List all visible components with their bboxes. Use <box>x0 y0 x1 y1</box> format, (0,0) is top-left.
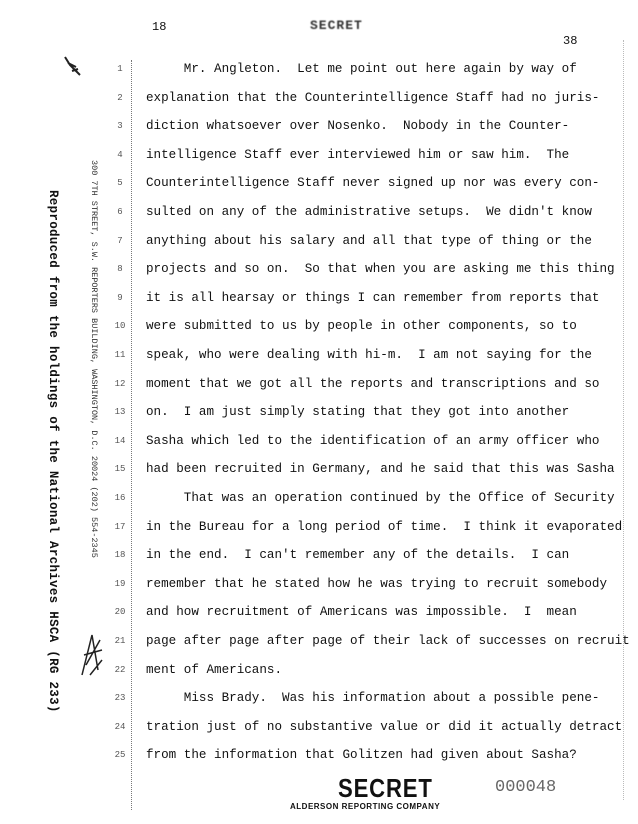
transcript-line: tration just of no substantive value or did it actually detract <box>146 719 623 734</box>
transcript-line: Counterintelligence Staff never signed up nor was every con- <box>146 176 600 191</box>
line-number: 17 <box>114 521 126 532</box>
line-number: 9 <box>117 292 123 303</box>
line-number: 2 <box>117 92 123 103</box>
line-number: 11 <box>114 350 126 360</box>
line-number: 25 <box>114 750 126 761</box>
transcript-line: anything about his salary and all that type of thing or the <box>146 233 592 248</box>
transcript-line: were submitted to us by people in other components, so to <box>146 319 577 334</box>
document-number: 000048 <box>495 778 557 797</box>
page-number: 38 <box>563 34 578 48</box>
line-number: 6 <box>117 207 123 217</box>
classification-stamp: SECRET <box>310 18 363 33</box>
transcript-line: That was an operation continued by the Office of Security <box>146 491 615 505</box>
line-number: 3 <box>117 121 123 132</box>
transcript-line: in the Bureau for a long period of time. I think it evaporated <box>146 519 623 534</box>
transcript-line: explanation that the Counterintelligence Staff had no juris- <box>146 90 600 105</box>
transcript-line: Sasha which led to the identification of an army officer who <box>146 433 600 448</box>
transcript-line: sulted on any of the administrative setups. We didn't know <box>146 205 592 219</box>
transcript-line: Miss Brady. Was his information about a possible pene- <box>146 691 600 706</box>
line-number: 10 <box>114 321 126 332</box>
transcript-line: intelligence Staff ever interviewed him or saw him. The <box>146 147 570 162</box>
line-number: 15 <box>114 464 126 475</box>
line-number: 13 <box>114 407 126 418</box>
transcript-line: speak, who were dealing with hi-m. I am not saying for the <box>146 348 592 362</box>
transcript-line: it is all hearsay or things I can remember from reports that <box>146 290 600 305</box>
transcript-line: diction whatsoever over Nosenko. Nobody in the Counter- <box>146 119 570 134</box>
line-number: 1 <box>117 64 123 74</box>
transcript-line: remember that he stated how he was trying to recruit somebody <box>146 576 608 591</box>
line-number: 21 <box>114 636 126 646</box>
line-number: 22 <box>114 664 126 675</box>
left-page-number: 18 <box>152 20 167 34</box>
handwritten-mark <box>62 55 82 77</box>
transcript-line: Mr. Angleton. Let me point out here again by way of <box>146 62 577 76</box>
line-number: 7 <box>117 235 123 246</box>
line-number: 5 <box>117 178 123 189</box>
transcript-line: page after page after page of their lack of successes on recruit <box>146 634 630 648</box>
handwritten-initials <box>78 630 106 680</box>
line-number: 4 <box>117 149 123 160</box>
line-number: 23 <box>114 693 126 704</box>
archive-note: Reproduced from the holdings of the National Archives HSCA (RG 233) <box>46 190 60 713</box>
secret-stamp: SECRET <box>338 773 433 803</box>
right-margin-rule <box>623 40 624 800</box>
transcript-line: from the information that Golitzen had given about Sasha? <box>146 748 577 763</box>
reporting-company: ALDERSON REPORTING COMPANY <box>290 802 441 811</box>
transcript-line: in the end. I can't remember any of the details. I can <box>146 548 570 563</box>
transcript-line: on. I am just simply stating that they got into another <box>146 405 570 420</box>
margin-rule <box>131 60 132 810</box>
line-number: 8 <box>117 264 123 275</box>
line-number: 14 <box>114 435 126 446</box>
transcript-line: ment of Americans. <box>146 662 283 677</box>
transcript-line: and how recruitment of Americans was impossible. I mean <box>146 605 577 620</box>
transcript-line: had been recruited in Germany, and he said that this was Sasha <box>146 462 615 477</box>
line-number: 12 <box>114 378 126 389</box>
line-number: 16 <box>114 493 126 503</box>
transcript-line: moment that we got all the reports and transcriptions and so <box>146 376 600 391</box>
line-number: 20 <box>114 607 126 618</box>
transcript-line: projects and so on. So that when you are asking me this thing <box>146 262 615 277</box>
reporter-address: 300 7TH STREET, S.W. REPORTERS BUILDING, WASHINGTON, D.C. 20024 (202) 554-2345 <box>89 160 99 558</box>
line-number: 18 <box>114 550 126 561</box>
line-number: 19 <box>114 578 126 589</box>
line-number: 24 <box>114 721 126 732</box>
